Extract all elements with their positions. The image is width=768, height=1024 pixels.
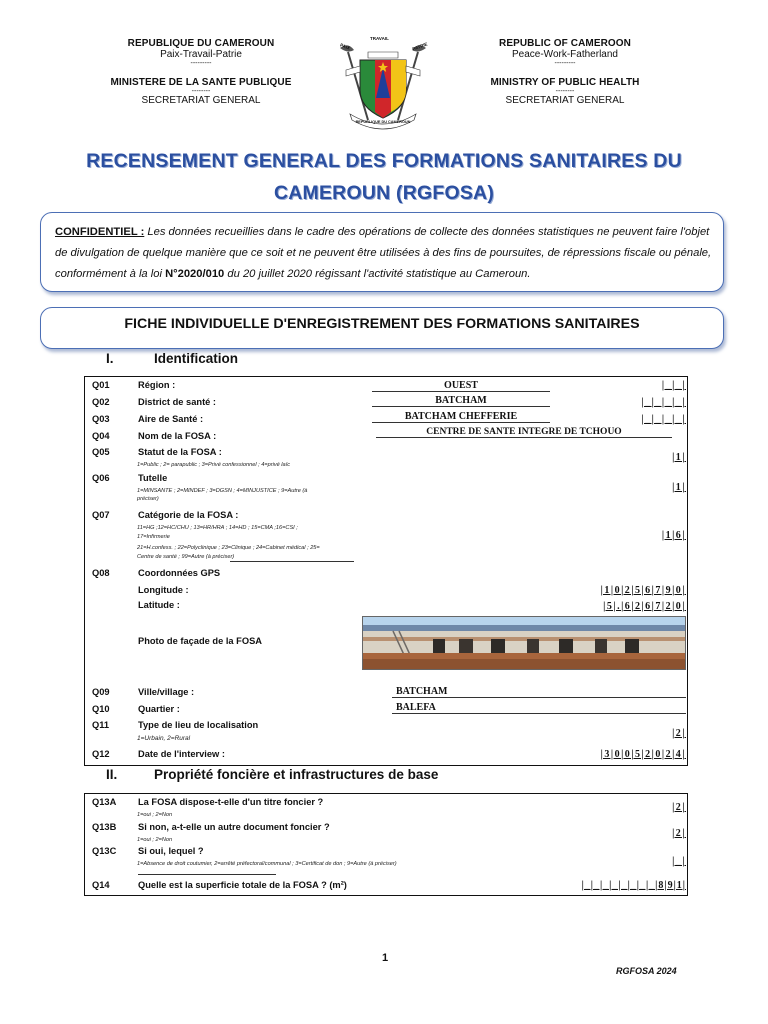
question-label: Aire de Santé :: [138, 414, 204, 424]
tutelle-code-box[interactable]: |1|: [672, 482, 686, 493]
village-field[interactable]: BATCHAM: [392, 686, 686, 698]
answer-options: 1=oui ; 2=Non: [137, 837, 173, 843]
facility-facade-photo: [362, 616, 686, 670]
land-title-code-box[interactable]: |2|: [672, 802, 686, 813]
question-code: Q03: [92, 414, 110, 424]
status-code-box[interactable]: |1|: [672, 452, 686, 463]
question-code: Q01: [92, 380, 110, 390]
question-code: Q13A: [92, 797, 117, 807]
section-number: I.: [106, 351, 114, 366]
question-label: Si oui, lequel ?: [138, 846, 204, 856]
location-type-code-box[interactable]: |2|: [672, 728, 686, 739]
question-label: Nom de la FOSA :: [138, 431, 217, 441]
question-code: Q07: [92, 510, 110, 520]
separator: ---------: [190, 60, 212, 67]
region-field[interactable]: OUEST: [372, 380, 550, 392]
country-en: REPUBLIC OF CAMEROON: [499, 38, 631, 49]
header-left: [96, 38, 306, 106]
separator: --------: [191, 88, 211, 95]
question-label: Statut de la FOSA :: [138, 447, 222, 457]
longitude-code-box[interactable]: |1|0|2|5|6|7|9|0|: [600, 585, 686, 596]
question-label: Catégorie de la FOSA :: [138, 510, 239, 520]
other-document-code-box[interactable]: |2|: [672, 828, 686, 839]
secretariat-fr: SECRETARIAT GENERAL: [141, 95, 261, 106]
answer-options: 1=Urbain, 2=Rural: [137, 735, 191, 742]
section-title: Identification: [154, 351, 238, 366]
answer-options: 17=Infirmerie: [137, 534, 170, 540]
header-right: [460, 38, 670, 106]
confidential-label: CONFIDENTIEL :: [55, 226, 145, 238]
photo-label: Photo de façade de la FOSA: [138, 636, 262, 646]
document-type-code-box[interactable]: |_|: [672, 856, 686, 867]
answer-options: préciser): [137, 496, 159, 502]
question-label: District de santé :: [138, 397, 217, 407]
answer-options: 1=Public ; 2= parapublic ; 3=Privé confessionnel ; 4=privé laïc: [137, 462, 290, 468]
confidential-text-end: du 20 juillet 2020 régissant l'activité statistique au Cameroun.: [224, 268, 531, 280]
answer-options: 1=oui ; 2=Non: [137, 812, 173, 818]
facility-name-field[interactable]: CENTRE DE SANTE INTEGRE DE TCHOUO: [376, 427, 672, 438]
question-label: Type de lieu de localisation: [138, 720, 259, 730]
separator: ---------: [554, 60, 576, 67]
question-label: Tutelle: [138, 473, 168, 483]
question-code: Q12: [92, 749, 110, 759]
district-field[interactable]: BATCHAM: [372, 395, 550, 407]
question-code: Q14: [92, 880, 110, 890]
specify-line: [230, 561, 354, 562]
ministry-en: MINISTRY OF PUBLIC HEALTH: [490, 77, 640, 88]
emblem-ribbon-text: REPUBLIQUE DU CAMEROUN: [355, 120, 411, 124]
question-label: La FOSA dispose-t-elle d'un titre foncier ?: [138, 797, 324, 807]
main-title-line1: RECENSEMENT GENERAL DES FORMATIONS SANITAIRES DU: [86, 150, 682, 172]
confidential-text: Les données recueillies dans le cadre des opérations de collecte des données statistiques ne peuvent faire l'objet de divulgation de quelque manière que ce soit et ne peuvent être utilisées à des fins de poursuites, de répressions fiscale ou pénale, conformément à la loi: [55, 226, 712, 280]
emblem-left-text: PAIX: [339, 42, 351, 51]
separator: --------: [555, 88, 575, 95]
answer-options: 1=Absence de droit coutumier, 2=arrêté préfectoral/communal ; 3=Certificat de don ; 9=Autre (à préciser): [137, 861, 397, 867]
question-code: Q10: [92, 704, 110, 714]
confidential-notice: [40, 212, 724, 292]
specify-line: [138, 874, 276, 875]
answer-options: Centre de santé ; 99=Autre (à préciser): [137, 554, 235, 560]
emblem-right-text: PATRIE: [411, 41, 429, 52]
secretariat-en: SECRETARIAT GENERAL: [505, 95, 625, 106]
question-code: Q08: [92, 568, 110, 578]
section-number: II.: [106, 767, 118, 782]
coat-of-arms-icon: [328, 34, 438, 132]
interview-date-box[interactable]: |3|0|0|5|2|0|2|4|: [600, 749, 686, 760]
question-code: Q05: [92, 447, 110, 457]
question-label: Ville/village :: [138, 687, 195, 697]
district-code-box[interactable]: |_|_|_|_|: [641, 397, 686, 408]
question-code: Q11: [92, 720, 110, 730]
emblem-top-text: TRAVAIL: [370, 36, 389, 41]
law-reference: N°2020/010: [165, 268, 225, 280]
question-code: Q02: [92, 397, 110, 407]
surface-area-code-box[interactable]: |_|_|_|_|_|_|_|_|8|9|1|: [581, 880, 686, 891]
question-label: Région :: [138, 380, 176, 390]
latitude-code-box[interactable]: |5|.|6|2|6|7|2|0|: [603, 601, 686, 612]
country-fr: REPUBLIQUE DU CAMEROUN: [127, 38, 275, 49]
main-title-line2: CAMEROUN (RGFOSA): [273, 182, 495, 204]
question-label: Coordonnées GPS: [138, 568, 221, 578]
question-label: Si non, a-t-elle un autre document foncier ?: [138, 822, 330, 832]
ministry-fr: MINISTERE DE LA SANTE PUBLIQUE: [110, 77, 292, 88]
form-title: FICHE INDIVIDUELLE D'ENREGISTREMENT DES FORMATIONS SANITAIRES: [124, 316, 640, 332]
section-title: Propriété foncière et infrastructures de base: [154, 767, 439, 782]
answer-options: 1=MINSANTE ; 2=MINDEF ; 3=DGSN ; 4=MINJUSTICE ; 9=Autre (à: [137, 488, 308, 494]
category-code-box[interactable]: |1|6|: [661, 530, 686, 541]
question-code: Q09: [92, 687, 110, 697]
page-number: 1: [382, 952, 389, 964]
footer-brand: RGFOSA 2024: [616, 966, 677, 976]
neighborhood-field[interactable]: BALEFA: [392, 702, 686, 714]
health-area-code-box[interactable]: |_|_|_|_|: [641, 414, 686, 425]
question-code: Q06: [92, 473, 110, 483]
motto-en: Peace-Work-Fatherland: [512, 49, 618, 60]
question-label: Date de l'interview :: [138, 749, 225, 759]
question-label: Quartier :: [138, 704, 180, 714]
question-code: Q13C: [92, 846, 117, 856]
question-code: Q13B: [92, 822, 117, 832]
question-label: Quelle est la superficie totale de la FOSA ? (m²): [138, 880, 347, 890]
motto-fr: Paix-Travail-Patrie: [160, 49, 242, 60]
region-code-box[interactable]: |_|_|: [661, 380, 686, 391]
latitude-label: Latitude :: [138, 600, 180, 610]
longitude-label: Longitude :: [138, 585, 189, 595]
form-title-box: [40, 307, 724, 349]
health-area-field[interactable]: BATCHAM CHEFFERIE: [372, 411, 550, 423]
answer-options: 11=HG ;12=HC/CHU ; 13=HR/HRA ; 14=HD ; 15=CMA ;16=CSI ;: [137, 525, 298, 531]
question-code: Q04: [92, 431, 110, 441]
answer-options: 21=H.confess. ; 22=Polyclinique ; 23=Clinique ; 24=Cabinet médical ; 25=: [137, 545, 320, 551]
